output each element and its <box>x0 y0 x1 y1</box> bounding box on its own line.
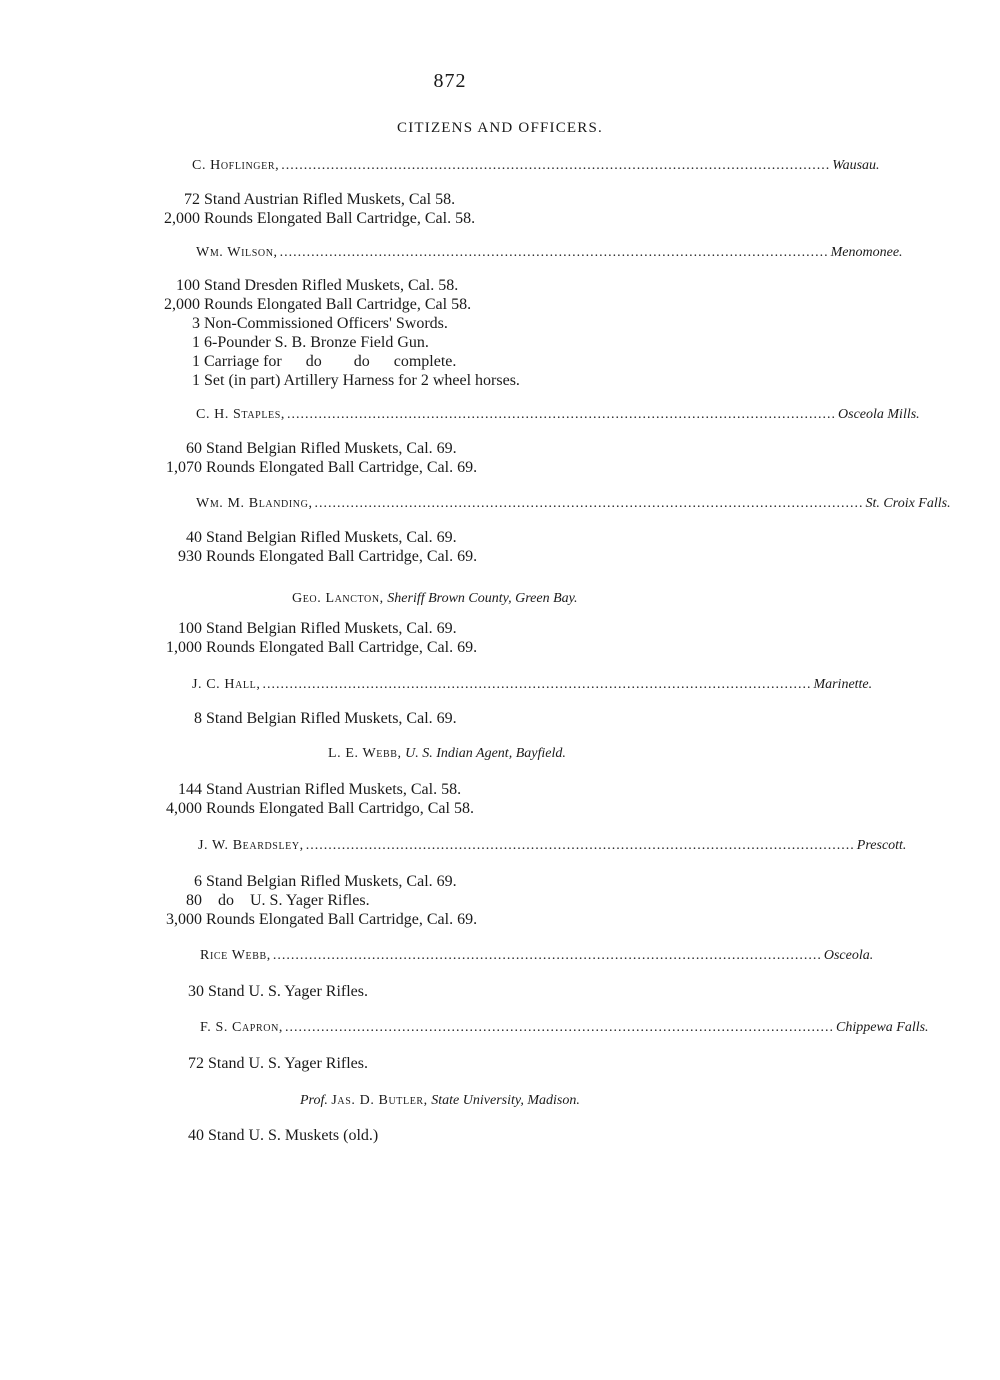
item-description: Stand Belgian Rifled Muskets, Cal. 69. <box>206 620 457 637</box>
leader-dots: .......................................................................................................................... <box>281 158 831 173</box>
entry-place: St. Croix Falls. <box>865 496 951 511</box>
entry-name: Wm. M. Blanding, <box>196 496 313 511</box>
leader-dots: .......................................................................................................................... <box>262 677 812 692</box>
entry-name: Wm. Wilson, <box>196 245 278 260</box>
list-item <box>120 371 520 390</box>
item-description: Stand U. S. Yager Rifles. <box>208 1055 369 1072</box>
leader-dots: .......................................................................................................................... <box>305 838 855 853</box>
leader-dots: .......................................................................................................................... <box>287 407 837 422</box>
item-description: Stand Austrian Rifled Muskets, Cal. 58. <box>206 781 462 798</box>
item-quantity: 72 <box>188 1055 204 1072</box>
item-description: Non-Commissioned Officers' Swords. <box>204 315 448 332</box>
list-item <box>122 439 457 458</box>
entry-header-wilson <box>196 245 903 261</box>
entry-header-le-webb <box>328 746 566 762</box>
item-quantity: 80 <box>186 892 202 909</box>
list-item <box>122 547 477 566</box>
item-quantity: 3 <box>192 315 200 332</box>
entry-header-staples <box>196 407 920 423</box>
item-quantity: 1,070 <box>166 459 202 476</box>
entry-name: C. H. Staples, <box>196 407 286 422</box>
item-description: Stand U. S. Muskets (old.) <box>208 1127 379 1144</box>
item-description: Rounds Elongated Ball Cartridge, Cal. 58. <box>204 210 476 227</box>
entry-title: State University, Madison. <box>431 1093 580 1108</box>
item-description: Rounds Elongated Ball Cartridge, Cal 58. <box>204 296 472 313</box>
list-item <box>120 276 458 295</box>
item-description: do U. S. Yager Rifles. <box>206 892 370 909</box>
page-number: 872 <box>433 70 467 92</box>
list-item <box>122 872 457 891</box>
leader-dots: .......................................................................................................................... <box>285 1020 834 1035</box>
item-description: Stand U. S. Yager Rifles. <box>208 983 369 1000</box>
list-item <box>122 709 457 728</box>
entry-header-capron <box>200 1020 929 1036</box>
entry-place: Chippewa Falls. <box>836 1020 929 1035</box>
list-item <box>122 799 474 818</box>
item-quantity: 3,000 <box>166 911 202 928</box>
item-description: Rounds Elongated Ball Cartridge, Cal. 69. <box>206 911 478 928</box>
item-quantity: 72 <box>184 191 200 208</box>
list-item <box>120 209 475 228</box>
item-description: Set (in part) Artillery Harness for 2 wheel horses. <box>204 372 520 389</box>
item-quantity: 30 <box>188 983 204 1000</box>
leader-dots: .......................................................................................................................... <box>272 948 822 963</box>
entry-place: Wausau. <box>832 158 880 173</box>
list-item <box>124 1054 368 1073</box>
item-description: Stand Belgian Rifled Muskets, Cal. 69. <box>206 710 457 727</box>
list-item <box>122 891 370 910</box>
item-description: Rounds Elongated Ball Cartridge, Cal. 69. <box>206 639 478 656</box>
entry-title: U. S. Indian Agent, Bayfield. <box>405 746 566 761</box>
entry-header-lancton <box>292 591 578 607</box>
list-item <box>124 1126 378 1145</box>
item-quantity: 144 <box>178 781 202 798</box>
item-quantity: 60 <box>186 440 202 457</box>
entry-name: J. W. Beardsley, <box>198 838 304 853</box>
entry-name: Jas. D. Butler, <box>331 1093 428 1108</box>
item-quantity: 1 <box>192 353 200 370</box>
item-description: Stand Belgian Rifled Muskets, Cal. 69. <box>206 873 457 890</box>
item-description: Stand Austrian Rifled Muskets, Cal 58. <box>204 191 456 208</box>
entry-header-rice-webb <box>200 948 874 964</box>
item-quantity: 8 <box>194 710 202 727</box>
list-item <box>122 458 477 477</box>
item-quantity: 930 <box>178 548 202 565</box>
item-quantity: 1 <box>192 334 200 351</box>
entry-name: Geo. Lancton, <box>292 591 384 606</box>
list-item <box>120 295 471 314</box>
entry-title: Sheriff Brown County, Green Bay. <box>387 591 578 606</box>
item-quantity: 2,000 <box>164 296 200 313</box>
entry-header-hall <box>192 677 873 693</box>
leader-dots: .......................................................................................................................... <box>279 245 829 260</box>
list-item <box>120 333 429 352</box>
item-description: 6-Pounder S. B. Bronze Field Gun. <box>204 334 429 351</box>
entry-header-beardsley <box>198 838 907 854</box>
list-item <box>122 619 457 638</box>
item-description: Rounds Elongated Ball Cartridge, Cal. 69. <box>206 548 478 565</box>
list-item <box>122 528 457 547</box>
entry-name: Rice Webb, <box>200 948 271 963</box>
list-item <box>122 780 461 799</box>
item-quantity: 6 <box>194 873 202 890</box>
entry-header-butler <box>300 1093 580 1109</box>
item-quantity: 40 <box>186 529 202 546</box>
entry-place: Marinette. <box>813 677 873 692</box>
item-quantity: 2,000 <box>164 210 200 227</box>
list-item <box>122 910 477 929</box>
list-item <box>124 982 368 1001</box>
entry-name: C. Hoflinger, <box>192 158 280 173</box>
entry-name: J. C. Hall, <box>192 677 261 692</box>
item-quantity: 1 <box>192 372 200 389</box>
item-quantity: 40 <box>188 1127 204 1144</box>
entry-header-blanding <box>196 496 951 512</box>
entry-place: Osceola. <box>823 948 874 963</box>
list-item <box>122 638 477 657</box>
page-heading: CITIZENS AND OFFICERS. <box>396 120 603 136</box>
entry-place: Prescott. <box>856 838 907 853</box>
leader-dots: .......................................................................................................................... <box>314 496 864 511</box>
list-item <box>120 190 455 209</box>
item-quantity: 100 <box>176 277 200 294</box>
entry-place: Osceola Mills. <box>838 407 920 422</box>
entry-prefix: Prof. <box>300 1093 328 1108</box>
item-quantity: 100 <box>178 620 202 637</box>
entry-place: Menomonee. <box>830 245 903 260</box>
item-description: Carriage for do do complete. <box>204 353 457 370</box>
entry-header-hoflinger <box>192 158 880 174</box>
item-description: Rounds Elongated Ball Cartridgo, Cal 58. <box>206 800 474 817</box>
list-item <box>120 352 456 371</box>
item-quantity: 1,000 <box>166 639 202 656</box>
entry-name: F. S. Capron, <box>200 1020 283 1035</box>
entry-name: L. E. Webb, <box>328 746 402 761</box>
item-description: Rounds Elongated Ball Cartridge, Cal. 69. <box>206 459 478 476</box>
list-item <box>120 314 448 333</box>
item-description: Stand Dresden Rifled Muskets, Cal. 58. <box>204 277 459 294</box>
item-quantity: 4,000 <box>166 800 202 817</box>
item-description: Stand Belgian Rifled Muskets, Cal. 69. <box>206 529 457 546</box>
item-description: Stand Belgian Rifled Muskets, Cal. 69. <box>206 440 457 457</box>
